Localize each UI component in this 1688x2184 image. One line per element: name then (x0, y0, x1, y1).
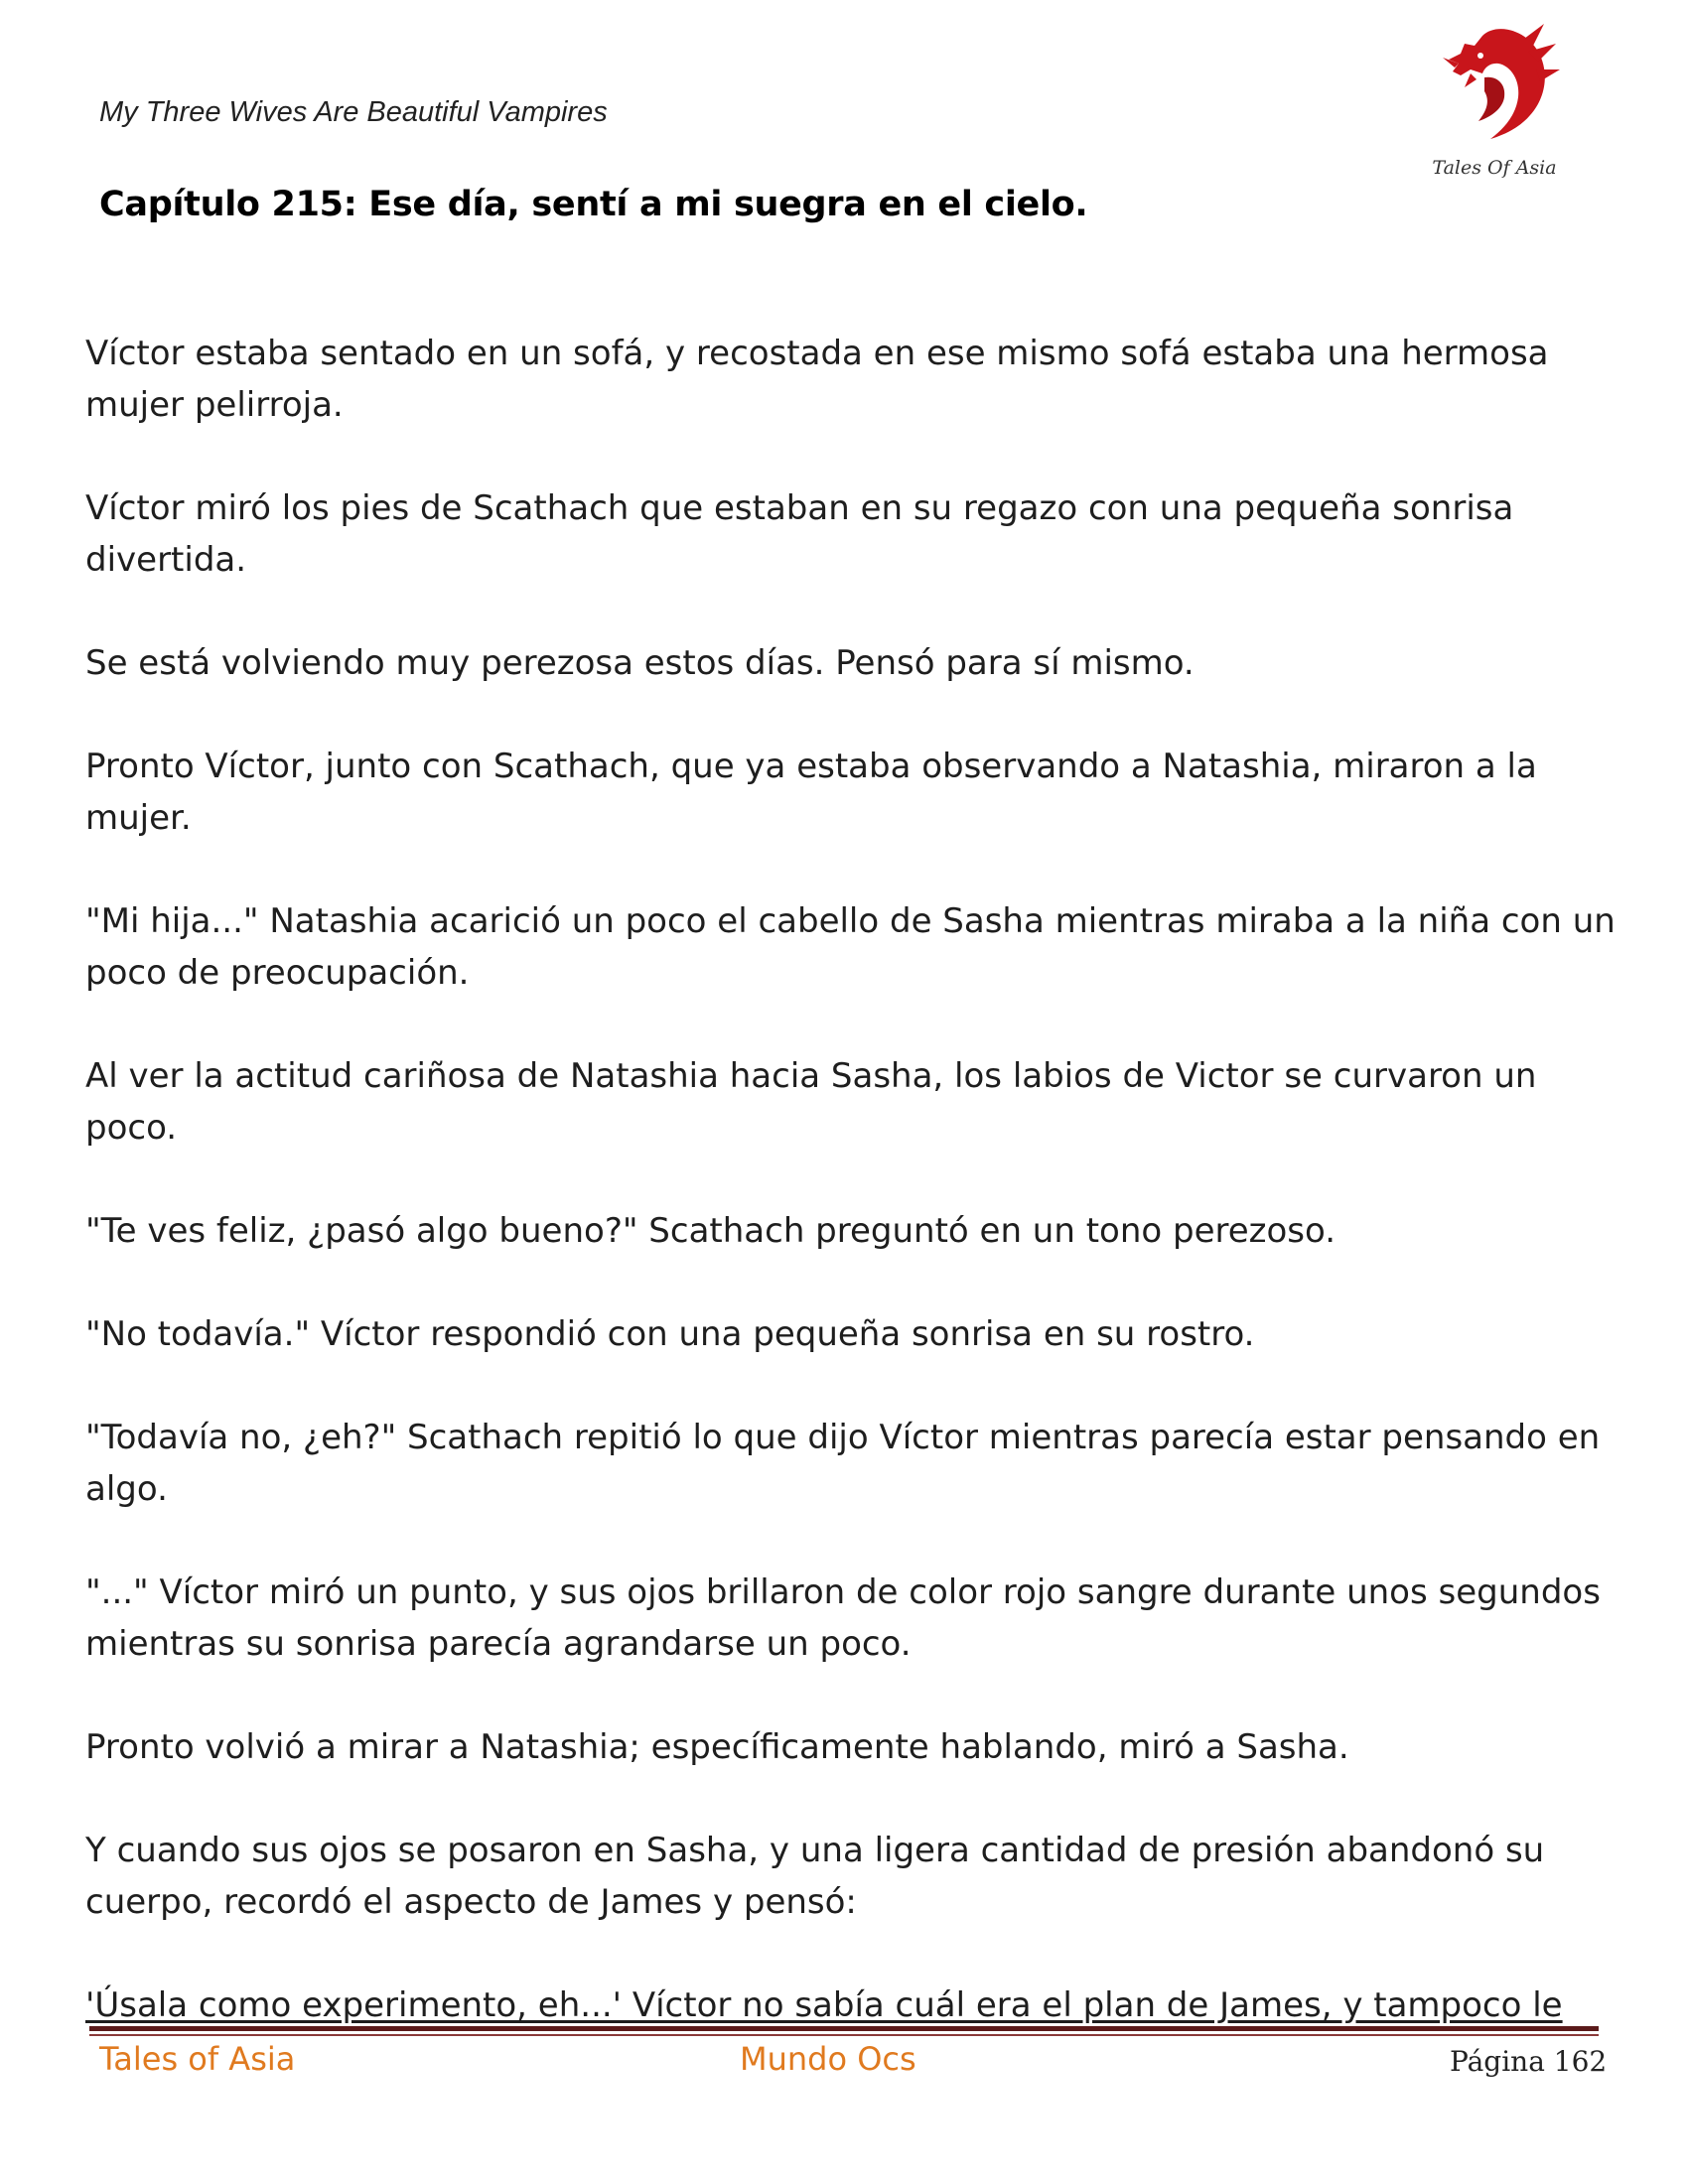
footer-divider-thin (89, 2034, 1599, 2036)
paragraph: "Todavía no, ¿eh?" Scathach repitió lo que dijo Víctor mientras parecía estar pensando en algo. (85, 1418, 1601, 1509)
paragraph: Pronto Víctor, junto con Scathach, que ya estaba observando a Natashia, miraron a la mujer. (85, 747, 1537, 838)
paragraph: Al ver la actitud cariñosa de Natashia hacia Sasha, los labios de Victor se curvaron un poco. (85, 1056, 1537, 1148)
page-number: Página 162 (1450, 2045, 1608, 2078)
paragraph: "Mi hija..." Natashia acarició un poco el cabello de Sasha mientras miraba a la niña con un poco de preocupación. (85, 901, 1616, 993)
footer-source: Mundo Ocs (740, 2040, 916, 2078)
paragraph: Víctor miró los pies de Scathach que estaban en su regazo con una pequeña sonrisa divertida. (85, 488, 1514, 580)
chapter-title: Capítulo 215: Ese día, sentí a mi suegra en el cielo. (99, 185, 1088, 224)
red-dragon-icon (1425, 18, 1564, 157)
paragraph: "..." Víctor miró un punto, y sus ojos brillaron de color rojo sangre durante unos segundos mientras su sonrisa parecía agrandarse un poco. (85, 1572, 1601, 1664)
paragraph: Se está volviendo muy perezosa estos días. Pensó para sí mismo. (85, 643, 1195, 683)
paragraph: "Te ves feliz, ¿pasó algo bueno?" Scathach preguntó en un tono perezoso. (85, 1211, 1336, 1251)
paragraph: "No todavía." Víctor respondió con una pequeña sonrisa en su rostro. (85, 1314, 1255, 1354)
tales-of-asia-logo (1425, 18, 1564, 182)
footer-publisher: Tales of Asia (99, 2040, 296, 2078)
paragraph: Víctor estaba sentado en un sofá, y recostada en ese mismo sofá estaba una hermosa mujer pelirroja. (85, 334, 1549, 425)
paragraph: Y cuando sus ojos se posaron en Sasha, y una ligera cantidad de presión abandonó su cuerpo, recordó el aspecto de James y pensó: (85, 1831, 1545, 1922)
paragraph: Pronto volvió a mirar a Natashia; específicamente hablando, miró a Sasha. (85, 1727, 1349, 1767)
chapter-body (85, 328, 1619, 2031)
footer-divider (89, 2026, 1599, 2031)
paragraph: 'Úsala como experimento, eh...' Víctor no sabía cuál era el plan de James, y tampoco le (85, 1985, 1563, 2025)
book-title: My Three Wives Are Beautiful Vampires (99, 96, 608, 128)
logo-caption: Tales Of Asia (1432, 157, 1557, 179)
